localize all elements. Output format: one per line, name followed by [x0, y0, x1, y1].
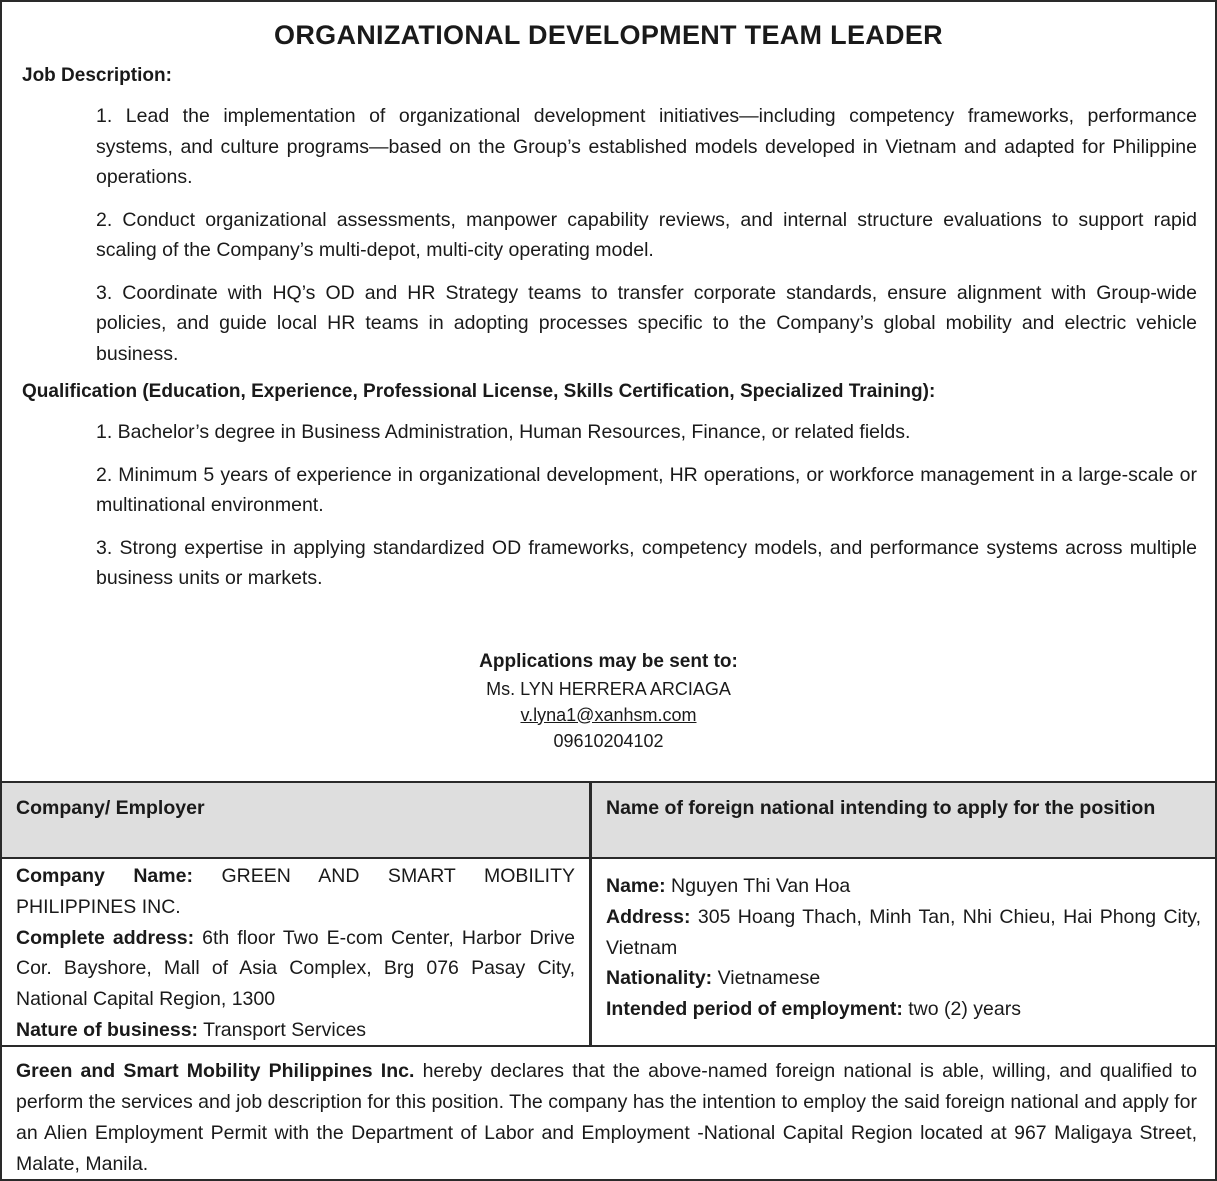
- contact-email-link[interactable]: v.lyna1@xanhsm.com: [520, 704, 697, 725]
- job-description-item-2: 2. Conduct organizational assessments, manpower capability reviews, and internal structure evaluations to support rapid scaling of the Company’s multi-depot, multi-city operating model.: [96, 208, 1197, 261]
- declaration-statement: [2, 1047, 1215, 1180]
- nature-of-business-value: Transport Services: [203, 1018, 367, 1041]
- company-name-label: Company Name:: [16, 865, 193, 887]
- foreign-national-details: [592, 859, 1215, 1045]
- header-company-employer: Company/ Employer: [2, 783, 592, 857]
- fn-address-label: Address:: [606, 905, 691, 928]
- fn-period-value: two (2) years: [908, 998, 1021, 1021]
- header-foreign-national: Name of foreign national intending to apply for the position: [606, 797, 1156, 819]
- fn-name-value: Nguyen Thi Van Hoa: [671, 875, 851, 897]
- employer-foreign-national-table: [2, 781, 1215, 1180]
- fn-nationality-label: Nationality:: [606, 967, 713, 990]
- qualification-list: [2, 417, 1215, 594]
- declaration-company: Green and Smart Mobility Philippines Inc.: [16, 1060, 415, 1082]
- fn-nationality-value: Vietnamese: [717, 967, 821, 990]
- declaration-text: hereby declares that the above-named foreign national is able, willing, and qualified to perform the services and job description for this position. The company has the intention to employ the said foreign national and apply for an Alien Employment Permit with the Department of Labor and Employment -National Capital Region located at 967 Maligaya Street, Malate, Manila.: [16, 1060, 1197, 1175]
- job-description-list: [2, 101, 1215, 369]
- company-details: [2, 859, 592, 1045]
- company-name-value: GREEN AND SMART MOBILITY PHILIPPINES INC.: [16, 865, 576, 918]
- fn-period-label: Intended period of employment:: [606, 998, 903, 1021]
- contact-heading: Applications may be sent to:: [479, 650, 738, 672]
- qualification-item-1: 1. Bachelor’s degree in Business Administration, Human Resources, Finance, or related fields.: [96, 421, 911, 443]
- page-title: ORGANIZATIONAL DEVELOPMENT TEAM LEADER: [274, 20, 943, 50]
- job-description-label: Job Description:: [22, 65, 172, 86]
- qualification-label: Qualification (Education, Experience, Professional License, Skills Certification, Specialized Training):: [22, 381, 936, 402]
- fn-address-value: 305 Hoang Thach, Minh Tan, Nhi Chieu, Hai Phong City, Vietnam: [606, 905, 1202, 959]
- fn-name-label: Name:: [606, 875, 666, 897]
- table-header-row: [2, 783, 1215, 859]
- contact-phone: 09610204102: [553, 730, 664, 751]
- job-description-item-1: 1. Lead the implementation of organizational development initiatives—including competency frameworks, performance systems, and culture programs—based on the Group’s established models developed in Vietnam and adapted for Philippine operations.: [96, 105, 1197, 188]
- job-description-item-3: 3. Coordinate with HQ’s OD and HR Strategy teams to transfer corporate standards, ensure alignment with Group-wide policies, and guide local HR teams in adopting processes specific to the Company’s global mobility and electric vehicle business.: [96, 281, 1197, 365]
- contact-name: Ms. LYN HERRERA ARCIAGA: [486, 678, 731, 699]
- application-contact: [2, 648, 1215, 754]
- nature-of-business-label: Nature of business:: [16, 1018, 199, 1041]
- company-address-label: Complete address:: [16, 926, 195, 949]
- company-address-value: 6th floor Two E-com Center, Harbor Drive Cor. Bayshore, Mall of Asia Complex, Brg 076 Pasay City, National Capital Region, 1300: [16, 926, 575, 1011]
- table-body-row: [2, 859, 1215, 1047]
- qualification-item-3: 3. Strong expertise in applying standardized OD frameworks, competency models, and performance systems across multiple business units or markets.: [96, 536, 1197, 589]
- qualification-item-2: 2. Minimum 5 years of experience in organizational development, HR operations, or workforce management in a large-scale or multinational environment.: [96, 463, 1197, 516]
